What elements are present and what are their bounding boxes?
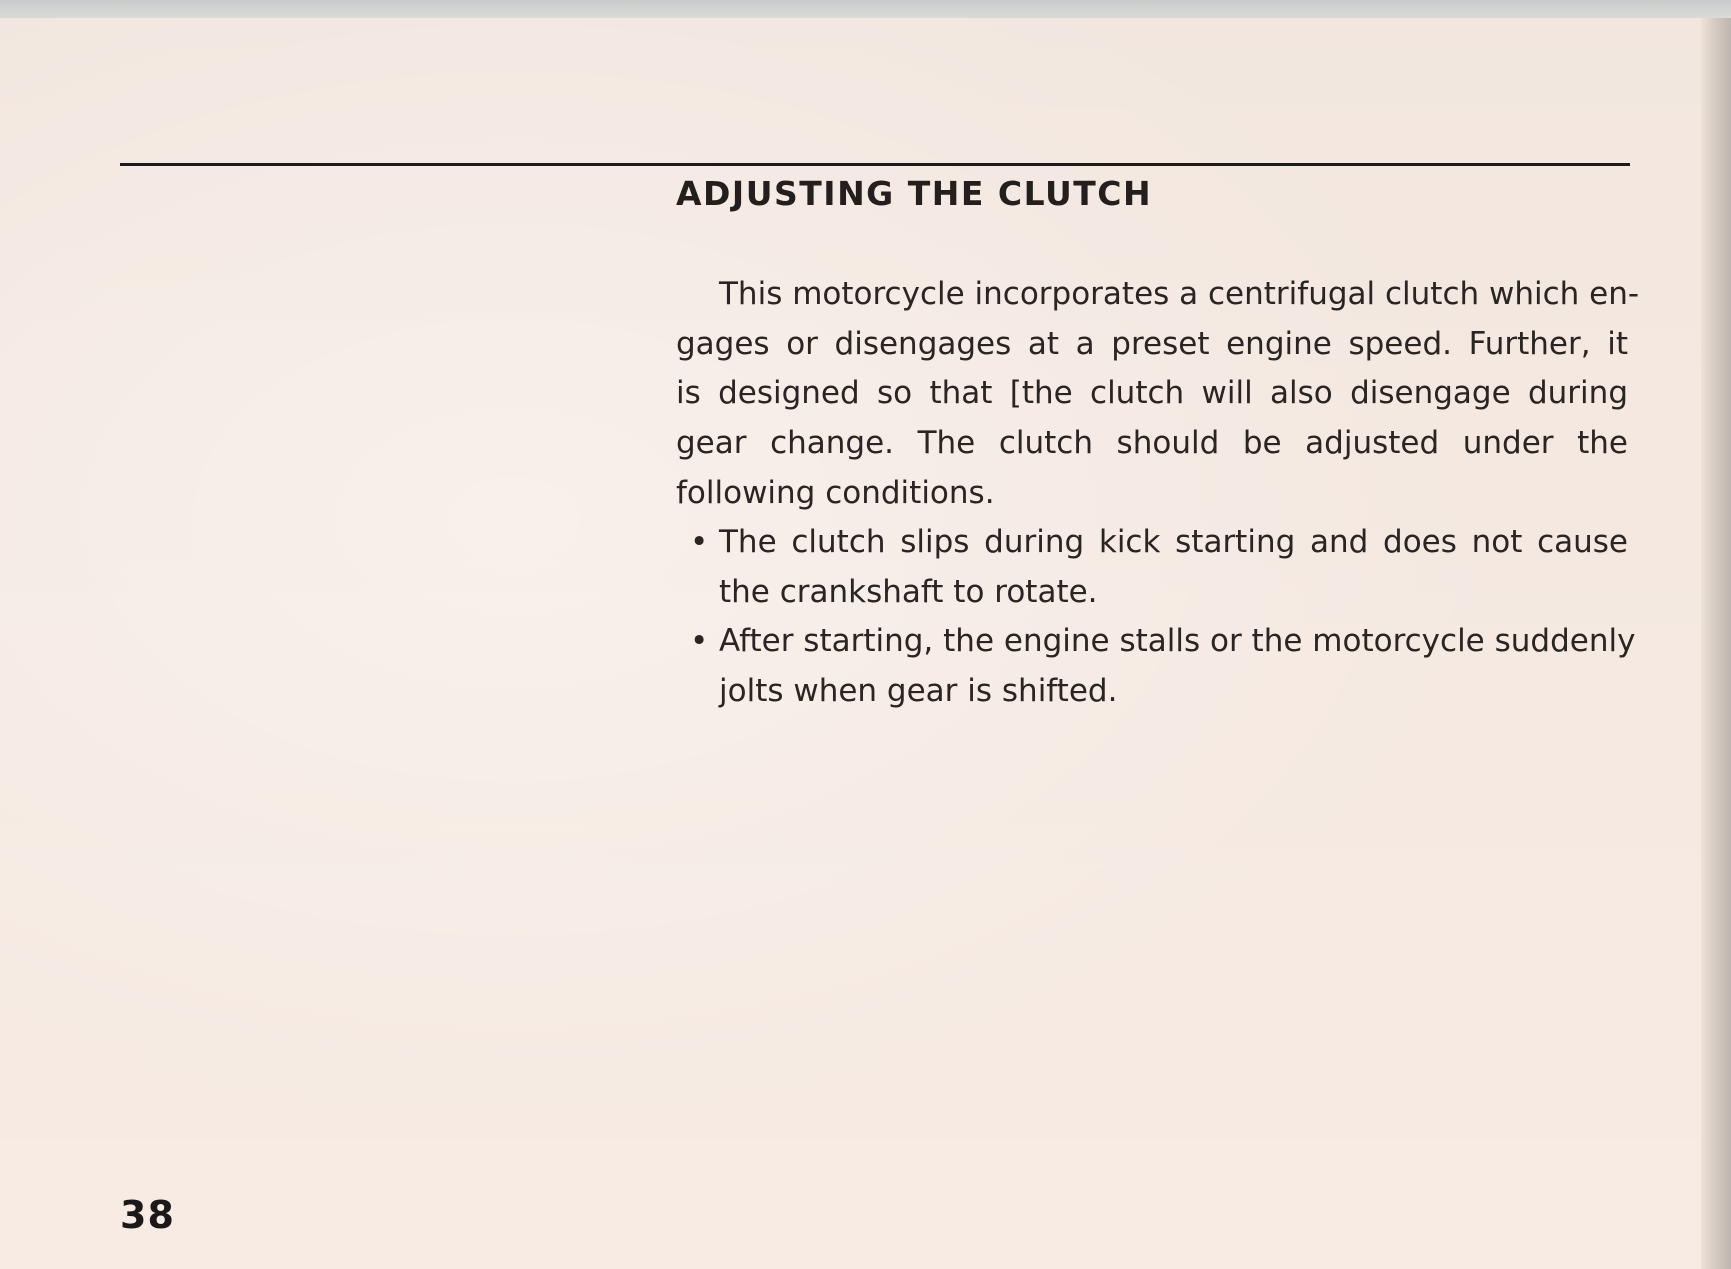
page-number: 38 (120, 1193, 175, 1237)
bullet-marker: • (690, 524, 709, 560)
bullet-line: The clutch slips during kick starting and does not cause (719, 524, 1628, 560)
paragraph-line: is designed so that [the clutch will also disengage during (676, 375, 1628, 412)
section-rule (120, 163, 1630, 166)
paragraph-line: This motorcycle incorporates a centrifugal clutch which en- (719, 276, 1640, 312)
intro-paragraph (676, 270, 1640, 519)
conditions-list (676, 518, 1636, 717)
list-item (676, 617, 1636, 716)
manual-page (0, 18, 1712, 1269)
paragraph-line: following conditions. (676, 474, 995, 511)
paragraph-line: gear change. The clutch should be adjusted under the (676, 425, 1628, 462)
bullet-line: the crankshaft to rotate. (719, 573, 1098, 610)
paragraph-line: gages or disengages at a preset engine speed. Further, it (676, 325, 1628, 362)
list-item (676, 518, 1628, 617)
bullet-marker: • (690, 623, 709, 660)
bullet-line: After starting, the engine stalls or the motorcycle suddenly (719, 623, 1636, 660)
bullet-line: jolts when gear is shifted. (719, 673, 1118, 710)
page-edge-shadow (1701, 18, 1731, 1269)
section-heading: ADJUSTING THE CLUTCH (676, 174, 1153, 213)
scan-top-strip (0, 0, 1731, 18)
